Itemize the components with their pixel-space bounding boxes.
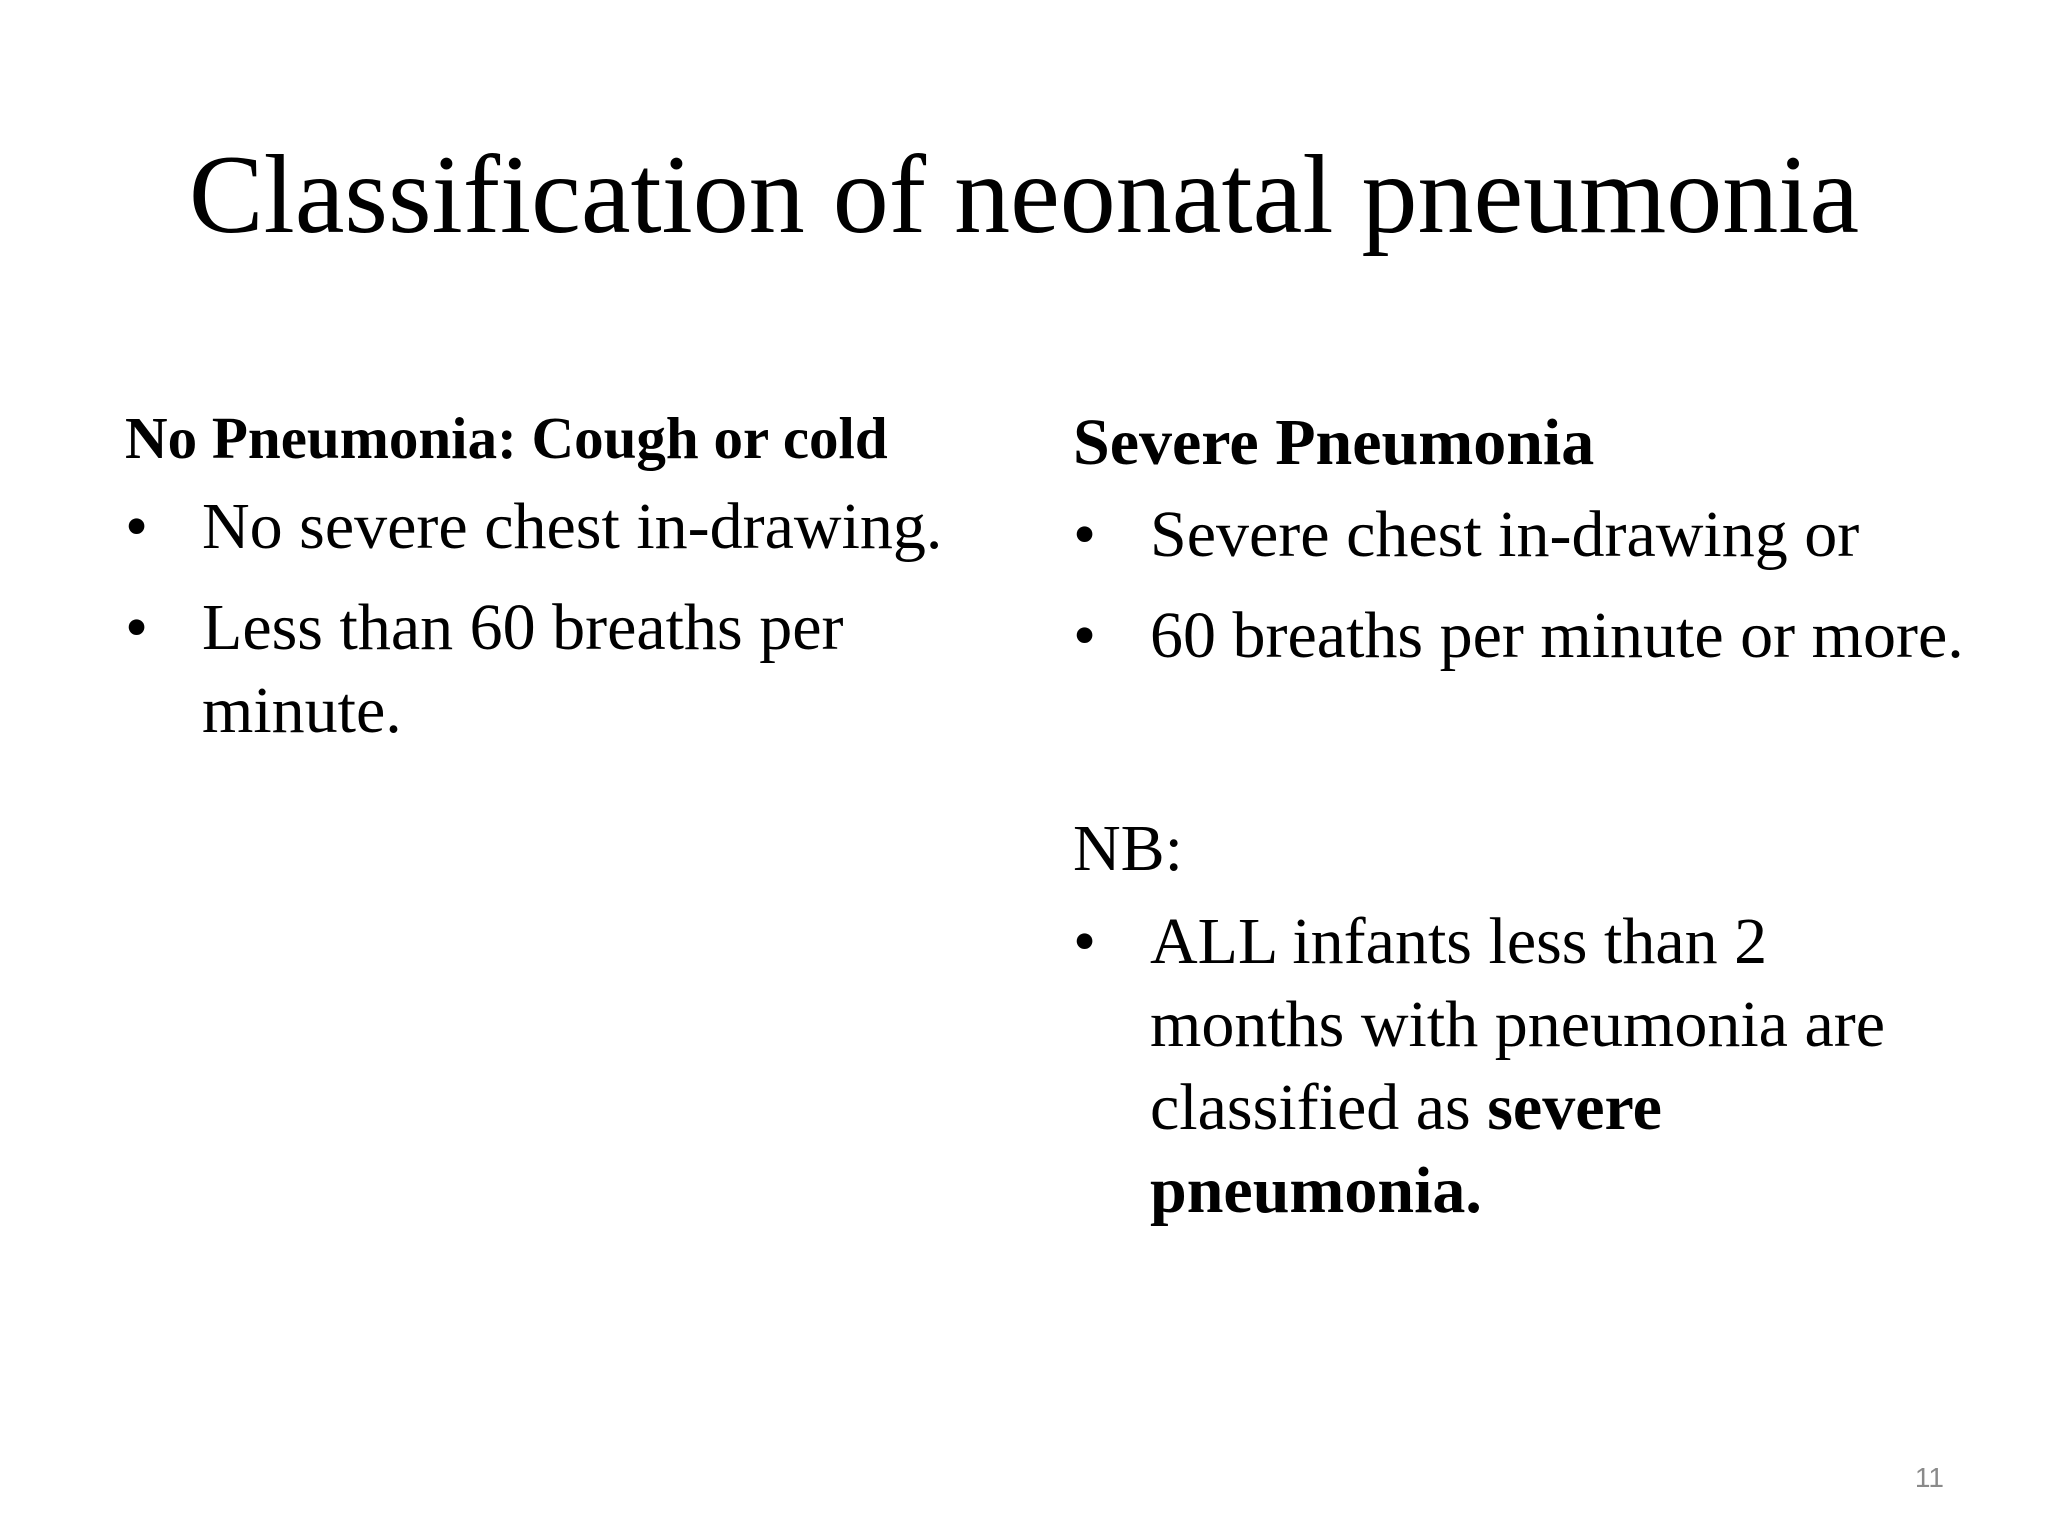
nb-label: NB: bbox=[1073, 811, 1184, 885]
severe-pneumonia-heading: Severe Pneumonia bbox=[1073, 406, 1595, 479]
list-item bbox=[1073, 493, 1973, 576]
bullet-text: Less than 60 breaths per minute. bbox=[202, 590, 844, 747]
bullet-icon: • bbox=[125, 489, 149, 563]
nb-text: ALL infants less than 2 months with pneumonia are classified as bbox=[1150, 904, 1886, 1144]
list-item bbox=[1073, 594, 1973, 677]
bullet-text: 60 breaths per minute or more. bbox=[1150, 598, 1964, 672]
left-column bbox=[125, 405, 1025, 770]
nb-emphasis: severe pneumonia. bbox=[1150, 1070, 1662, 1227]
page-number: 11 bbox=[1914, 1462, 1944, 1493]
no-pneumonia-list bbox=[125, 485, 1025, 752]
list-item bbox=[1073, 900, 1973, 1232]
bullet-icon: • bbox=[125, 590, 149, 664]
list-item bbox=[125, 586, 1025, 752]
right-column bbox=[1073, 405, 1973, 1250]
bullet-icon: • bbox=[1073, 904, 1097, 978]
bullet-text: No severe chest in-drawing. bbox=[202, 489, 943, 563]
nb-list bbox=[1073, 900, 1973, 1232]
bullet-icon: • bbox=[1073, 497, 1097, 571]
severe-pneumonia-list bbox=[1073, 493, 1973, 677]
bullet-icon: • bbox=[1073, 598, 1097, 672]
no-pneumonia-heading: No Pneumonia: Cough or cold bbox=[125, 405, 888, 471]
slide-title: Classification of neonatal pneumonia bbox=[188, 133, 1860, 257]
bullet-text: Severe chest in-drawing or bbox=[1150, 497, 1860, 571]
list-item bbox=[125, 485, 1025, 568]
